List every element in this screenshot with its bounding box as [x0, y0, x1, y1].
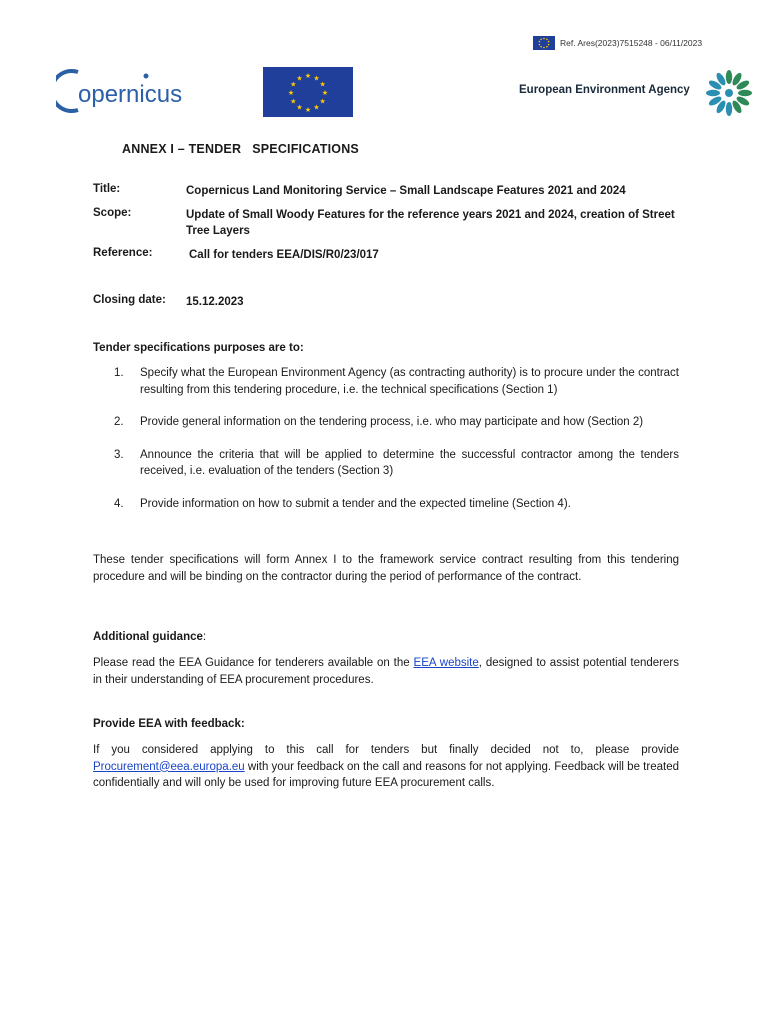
feedback-text-post: with your feedback on the call and reasons for not applying. Feedback will be treated confidentially and will only be used for improving future EEA procurement calls.	[93, 760, 679, 789]
guidance-text-pre: Please read the EEA Guidance for tenderers available on the	[93, 657, 414, 669]
list-item-text: Specify what the European Environment Agency (as contracting authority) is to procure under the contract resulting from this tendering procedure, i.e. the technical specifications (Section 1)	[140, 367, 679, 396]
guidance-paragraph	[93, 655, 679, 688]
agency-name: European Environment Agency	[519, 84, 690, 96]
eea-logo	[704, 68, 754, 118]
guidance-heading-text: Additional guidance	[93, 631, 203, 643]
meta-reference-value: Call for tenders EEA/DIS/R0/23/017	[189, 249, 379, 261]
meta-scope-row	[93, 207, 686, 239]
list-item-number: 3.	[114, 448, 124, 461]
feedback-text-pre: If you considered applying to this call for tenders but finally decided not to, please provide	[93, 744, 679, 756]
meta-title-row	[93, 183, 686, 199]
svg-text:★: ★	[321, 89, 329, 97]
copernicus-logo	[56, 66, 196, 114]
copernicus-logo-text: opernicus	[78, 81, 183, 108]
guidance-heading	[93, 631, 206, 643]
purposes-list	[114, 365, 679, 528]
svg-text:★: ★	[313, 74, 320, 83]
eea-website-link[interactable]: EEA website	[413, 657, 479, 669]
list-item-number: 2.	[114, 416, 124, 428]
svg-text:★: ★	[319, 97, 326, 106]
list-item	[114, 496, 679, 513]
svg-text:★: ★	[290, 97, 297, 106]
svg-text:★: ★	[296, 74, 303, 83]
meta-scope-label: Scope:	[93, 207, 132, 219]
reference-stamp	[533, 36, 702, 50]
meta-closing-label: Closing date:	[93, 294, 166, 306]
meta-title-value: Copernicus Land Monitoring Service – Small Landscape Features 2021 and 2024	[186, 185, 626, 197]
svg-text:★: ★	[304, 106, 312, 114]
list-item	[114, 365, 679, 398]
annex-note: These tender specifications will form Annex I to the framework service contract resulting from this tendering procedure and will be binding on the contractor during the period of performance of the contract.	[93, 554, 679, 583]
list-item-text: Provide information on how to submit a tender and the expected timeline (Section 4).	[140, 497, 571, 510]
guidance-heading-colon: :	[202, 631, 207, 643]
list-item	[114, 447, 679, 480]
list-item-number: 4.	[114, 497, 124, 510]
guidance-text-post: , designed to assist potential tenderers in their understanding of EEA procurement procedures.	[93, 657, 679, 686]
meta-reference-label: Reference:	[93, 247, 153, 259]
eu-flag-small-icon	[533, 36, 555, 50]
list-item	[114, 414, 679, 431]
meta-scope-value: Update of Small Woody Features for the reference years 2021 and 2024, creation of Street Tree Layers	[186, 209, 675, 237]
annex-title: ANNEX I – TENDER SPECIFICATIONS	[122, 142, 359, 156]
procurement-email-link[interactable]: Procurement@eea.europa.eu	[93, 760, 245, 773]
meta-closing-row	[93, 294, 686, 310]
meta-reference-row	[93, 247, 689, 263]
meta-closing-value: 15.12.2023	[186, 296, 244, 308]
svg-text:★: ★	[287, 89, 295, 97]
feedback-heading: Provide EEA with feedback:	[93, 718, 245, 730]
list-item-number: 1.	[114, 367, 124, 379]
feedback-paragraph	[93, 742, 679, 792]
purposes-heading: Tender specifications purposes are to:	[93, 342, 304, 354]
reference-stamp-text: Ref. Ares(2023)7515248 - 06/11/2023	[560, 38, 703, 48]
list-item-text: Announce the criteria that will be applied to determine the successful contractor among the tenders received, i.e. evaluation of the tenders (Section 3)	[140, 448, 679, 477]
meta-title-label: Title:	[93, 183, 121, 195]
header-logos	[0, 64, 770, 124]
svg-text:★: ★	[313, 103, 320, 112]
svg-text:★: ★	[296, 103, 303, 112]
list-item-text: Provide general information on the tendering process, i.e. who may participate and how (Section 2)	[140, 416, 644, 428]
svg-text:★: ★	[319, 80, 326, 89]
svg-text:★: ★	[290, 80, 297, 89]
svg-text:★: ★	[304, 72, 312, 80]
eu-flag-icon	[263, 67, 353, 117]
